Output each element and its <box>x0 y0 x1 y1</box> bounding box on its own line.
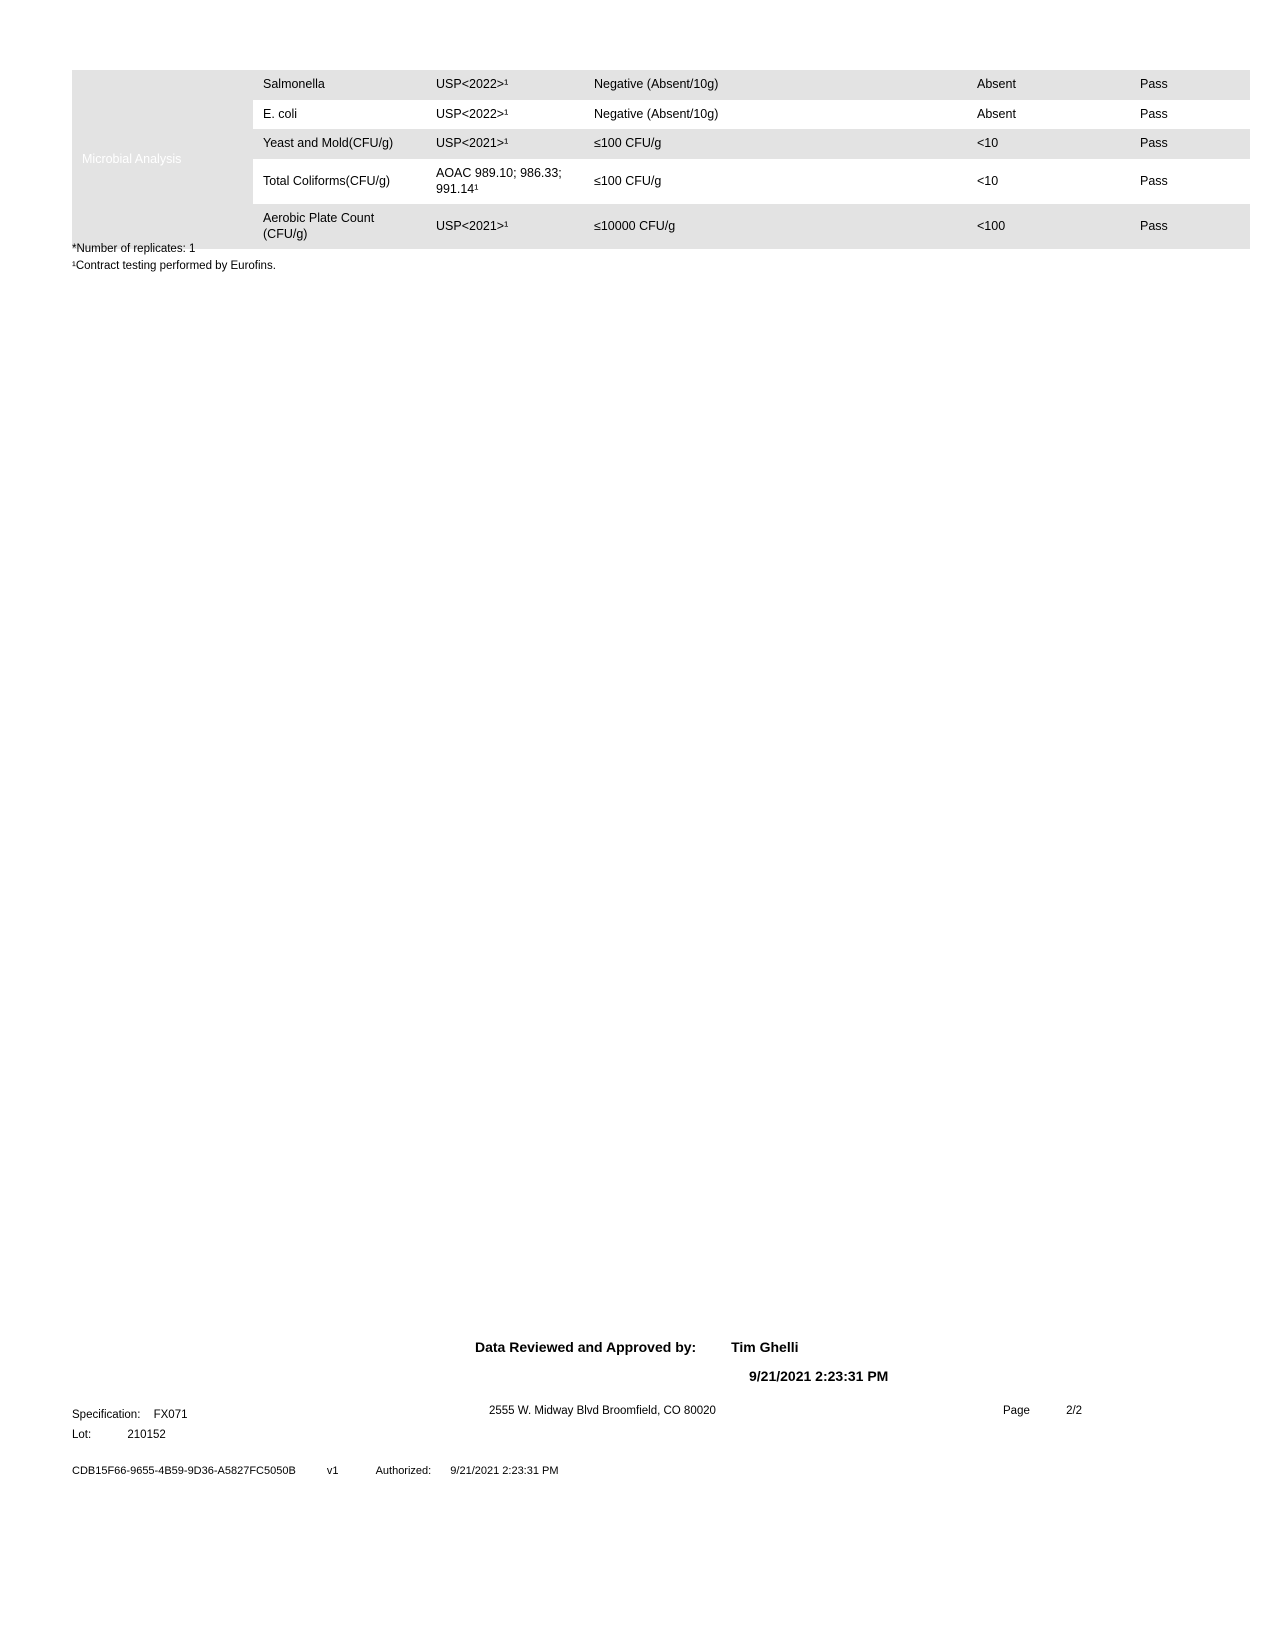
analyte-cell: Total Coliforms(CFU/g) <box>253 159 426 204</box>
document-id: CDB15F66-9655-4B59-9D36-A5827FC5050B <box>72 1465 296 1477</box>
specification-cell: ≤10000 CFU/g <box>584 204 967 249</box>
specification-cell: ≤100 CFU/g <box>584 129 967 159</box>
status-cell: Pass <box>1130 159 1250 204</box>
status-cell: Pass <box>1130 204 1250 249</box>
status-cell: Pass <box>1130 70 1250 100</box>
category-cell: Microbial Analysis <box>72 70 253 249</box>
status-cell: Pass <box>1130 129 1250 159</box>
authorized-datetime: 9/21/2021 2:23:31 PM <box>450 1465 559 1477</box>
method-cell: USP<2022>¹ <box>426 100 584 130</box>
approval-block <box>475 1339 888 1384</box>
analyte-cell: E. coli <box>253 100 426 130</box>
lot-value: 210152 <box>127 1429 166 1442</box>
specification-cell: Negative (Absent/10g) <box>584 70 967 100</box>
footer-page-block <box>1003 1405 1082 1417</box>
document-version: v1 <box>326 1465 339 1477</box>
approver-name: Tim Ghelli <box>731 1339 799 1355</box>
authorized-label: Authorized: <box>375 1465 432 1477</box>
analyte-cell: Aerobic Plate Count (CFU/g) <box>253 204 426 249</box>
footer-specification-block <box>72 1405 188 1445</box>
specification-label: Specification: <box>72 1409 141 1421</box>
method-cell: AOAC 989.10; 986.33; 991.14¹ <box>426 159 584 204</box>
result-cell: <10 <box>967 129 1130 159</box>
result-cell: Absent <box>967 70 1130 100</box>
footnote-replicates: *Number of replicates: 1 <box>72 243 196 255</box>
page-label: Page <box>1003 1405 1030 1417</box>
approval-datetime: 9/21/2021 2:23:31 PM <box>749 1368 889 1384</box>
approval-label: Data Reviewed and Approved by: <box>475 1339 697 1355</box>
page-number: 2/2 <box>1066 1405 1083 1417</box>
specification-value: FX071 <box>153 1409 188 1421</box>
footer-address: 2555 W. Midway Blvd Broomfield, CO 80020 <box>489 1405 716 1417</box>
analyte-cell: Yeast and Mold(CFU/g) <box>253 129 426 159</box>
method-cell: USP<2021>¹ <box>426 129 584 159</box>
specification-cell: ≤100 CFU/g <box>584 159 967 204</box>
microbial-analysis-table <box>72 70 1250 249</box>
method-cell: USP<2021>¹ <box>426 204 584 249</box>
result-cell: Absent <box>967 100 1130 130</box>
table-footnotes <box>72 241 276 276</box>
table-row <box>72 70 1250 100</box>
method-cell: USP<2022>¹ <box>426 70 584 100</box>
analyte-cell: Salmonella <box>253 70 426 100</box>
status-cell: Pass <box>1130 100 1250 130</box>
specification-cell: Negative (Absent/10g) <box>584 100 967 130</box>
footer-authorization-block <box>72 1465 559 1477</box>
result-cell: <100 <box>967 204 1130 249</box>
lot-label: Lot: <box>72 1429 92 1442</box>
result-cell: <10 <box>967 159 1130 204</box>
footnote-contract-testing: ¹Contract testing performed by Eurofins. <box>72 260 276 273</box>
